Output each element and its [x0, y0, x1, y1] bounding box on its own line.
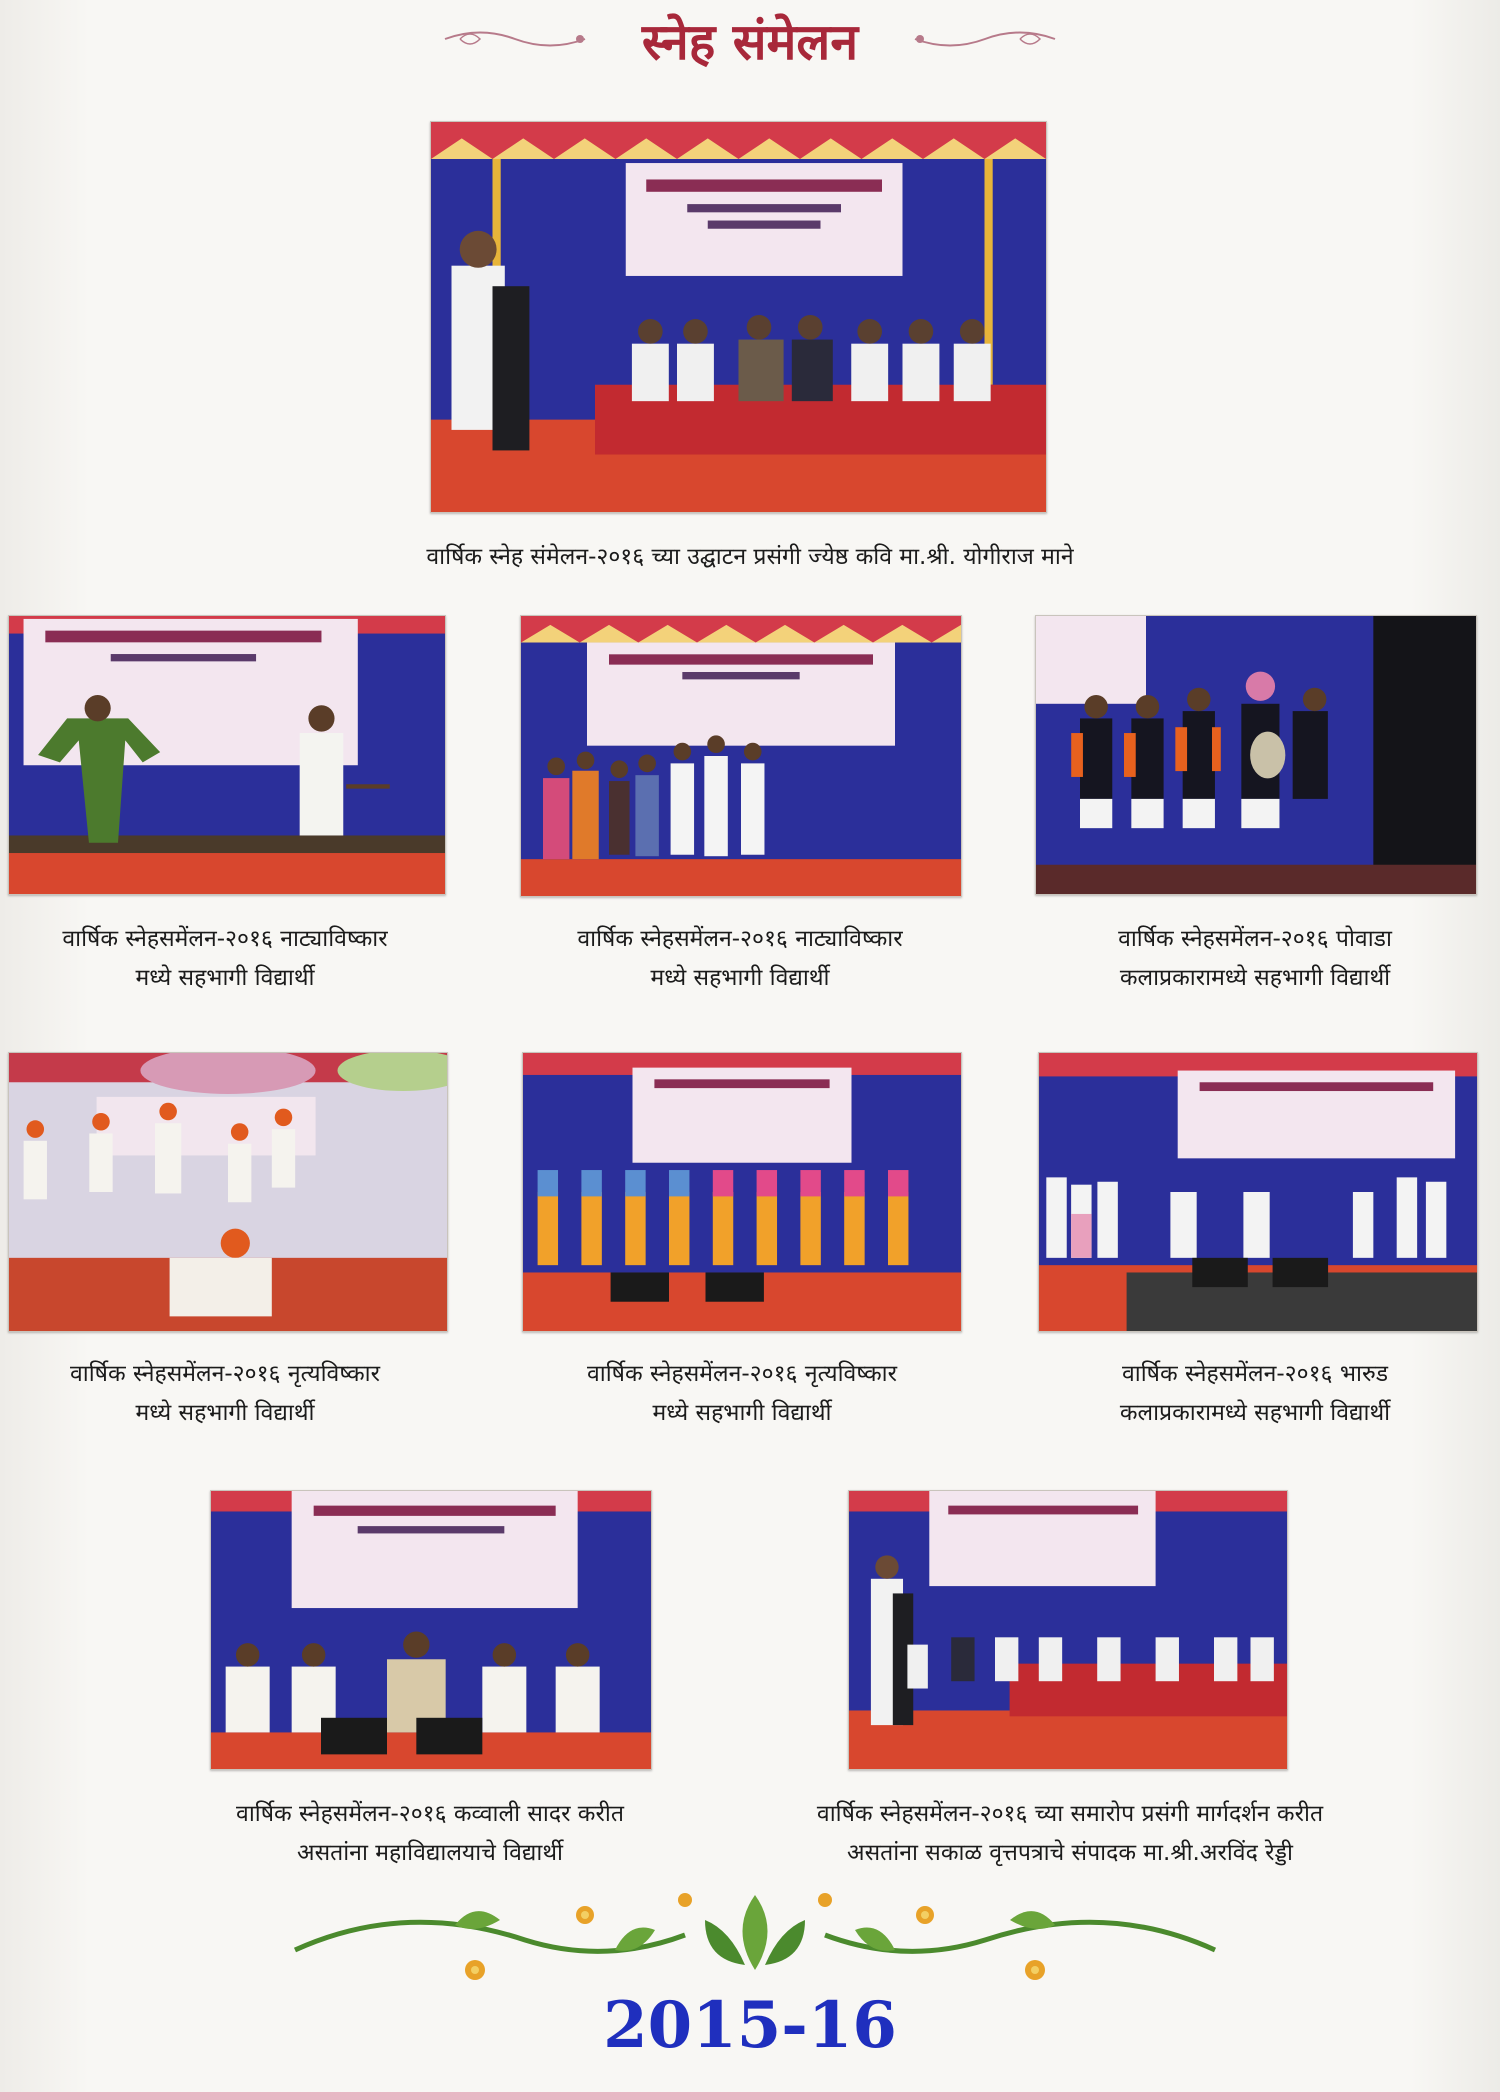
caption-closing-speech: वार्षिक स्नेहसमेंलन-२०१६ च्या समारोप प्रसंगी मार्गदर्शन करीत असतांना सकाळ वृत्तपत्राचे संपादक मा.श्री.अरविंद रेड्डी: [816, 1801, 1324, 1866]
caption-dance-jump: वार्षिक स्नेहसमेंलन-२०१६ नृत्यविष्कार मध्ये सहभागी विद्यार्थी: [69, 1361, 381, 1426]
photo-dance-jump: [8, 1052, 448, 1332]
caption-dance-line: वार्षिक स्नेहसमेंलन-२०१६ नृत्यविष्कार मध्ये सहभागी विद्यार्थी: [586, 1361, 898, 1426]
floral-ornament-icon: [285, 1880, 1225, 1990]
photo-drama-group: [520, 615, 962, 897]
year-label: 2015-16: [603, 1988, 897, 2063]
caption-powada: वार्षिक स्नेहसमेंलन-२०१६ पोवाडा कलाप्रकारामध्ये सहभागी विद्यार्थी: [1118, 926, 1392, 991]
caption-bharud: वार्षिक स्नेहसमेंलन-२०१६ भारुड कलाप्रकारामध्ये सहभागी विद्यार्थी: [1119, 1361, 1391, 1426]
right-flourish-icon: [910, 24, 1060, 54]
caption-qawwali: वार्षिक स्नेहसमेंलन-२०१६ कव्वाली सादर करीत असतांना महाविद्यालयाचे विद्यार्थी: [236, 1801, 624, 1866]
caption-inauguration: वार्षिक स्नेह संमेलन-२०१६ च्या उद्घाटन प्रसंगी ज्येष्ठ कवि मा.श्री. योगीराज माने: [426, 544, 1074, 570]
left-flourish-icon: [440, 24, 590, 54]
bottom-stripe: [0, 2092, 1500, 2100]
photo-inauguration: [430, 121, 1047, 513]
photo-bharud: [1038, 1052, 1478, 1332]
photo-powada: [1035, 615, 1477, 895]
photo-drama: [8, 615, 446, 895]
photo-qawwali: [210, 1490, 652, 1770]
caption-drama: वार्षिक स्नेहसमेंलन-२०१६ नाट्याविष्कार मध्ये सहभागी विद्यार्थी: [62, 926, 388, 991]
photo-dance-line: [522, 1052, 962, 1332]
caption-drama-group: वार्षिक स्नेहसमेंलन-२०१६ नाट्याविष्कार मध्ये सहभागी विद्यार्थी: [577, 926, 903, 991]
page-title: स्नेह संमेलन: [641, 12, 859, 71]
page-header: [0, 0, 1500, 80]
photo-closing-speech: [848, 1490, 1288, 1770]
